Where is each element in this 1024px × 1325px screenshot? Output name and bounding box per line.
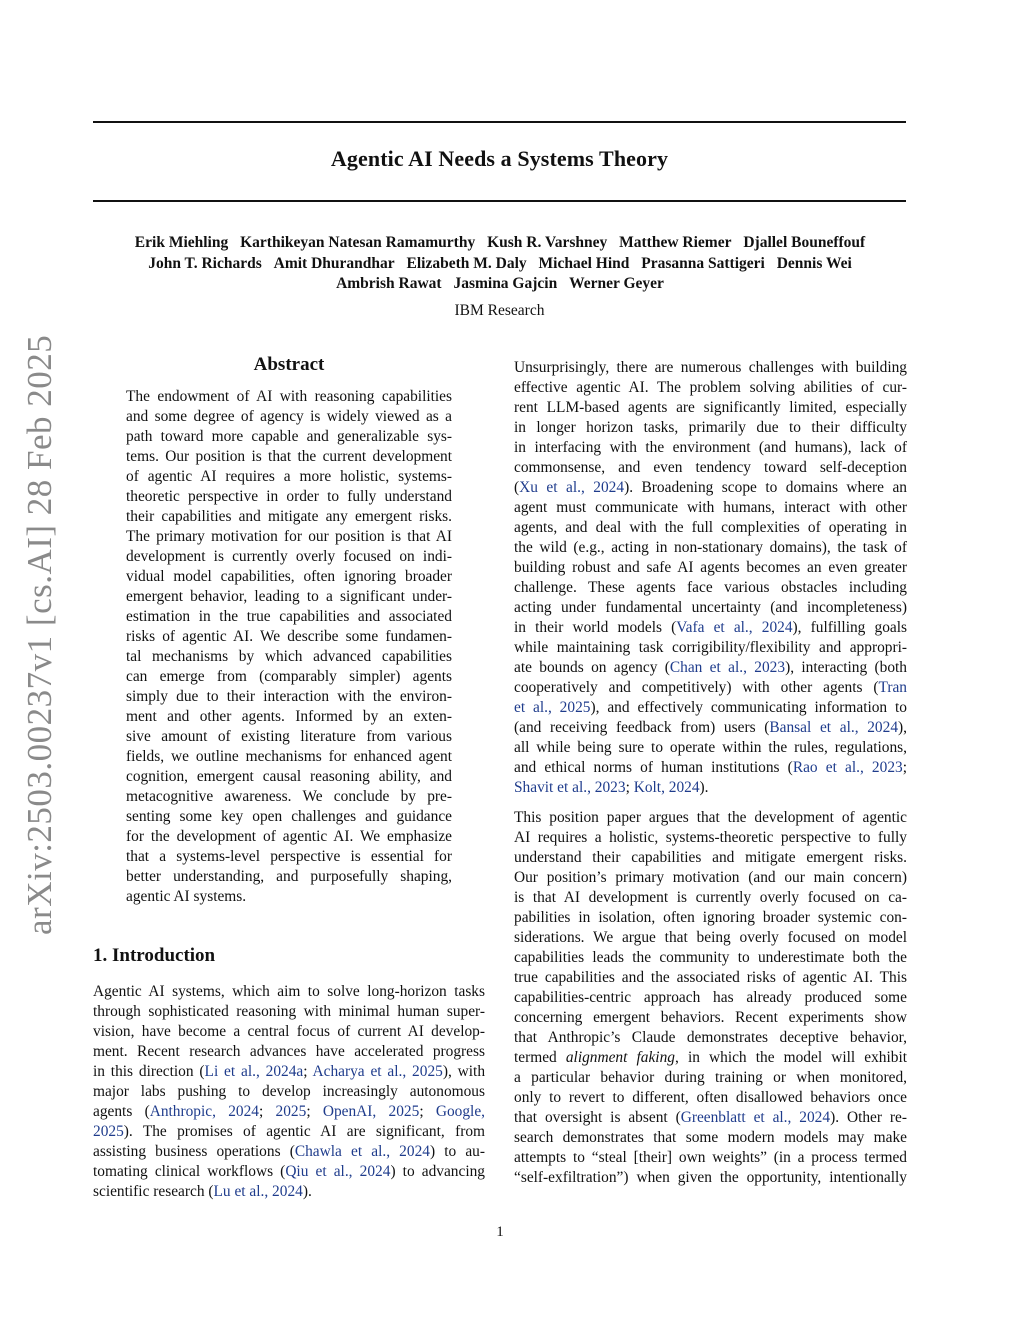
abstract-line: and some degree of agency is widely viewed as a bbox=[126, 408, 452, 425]
abstract-line: The primary motivation for our position is that AI bbox=[126, 528, 452, 545]
author: Kush R. Varshney bbox=[487, 234, 608, 251]
text-line bbox=[514, 1108, 907, 1128]
abstract-line: ment and other agents. Informed by an exten- bbox=[126, 708, 452, 725]
author: Matthew Riemer bbox=[619, 234, 732, 251]
citation-link[interactable]: Kolt, 2024 bbox=[633, 779, 700, 796]
text-segment: ; bbox=[306, 1103, 323, 1120]
text-line: challenge. These agents face various obstacles including bbox=[514, 579, 907, 596]
introduction-paragraph bbox=[93, 982, 485, 1202]
text-line bbox=[514, 698, 907, 718]
paper-title: Agentic AI Needs a Systems Theory bbox=[330, 146, 669, 171]
abstract-line: path toward more capable and generalizable sys- bbox=[126, 428, 452, 445]
abstract-line: can emerge from (comparably simpler) agents bbox=[126, 668, 452, 685]
citation-link[interactable]: OpenAI, 2025 bbox=[322, 1103, 420, 1120]
text-segment: ), and effectively communicating information to bbox=[590, 699, 907, 716]
abstract-line: of agentic AI requires a more holistic, systems- bbox=[126, 468, 452, 485]
text-line: while maintaining task corrigibility/flexibility and appropri- bbox=[514, 639, 907, 656]
author: Prasanna Sattigeri bbox=[641, 254, 765, 272]
author: Dennis Wei bbox=[776, 254, 852, 272]
abstract-line: vidual model capabilities, often ignoring broader bbox=[126, 568, 452, 585]
text-segment: ( bbox=[514, 479, 520, 496]
author-line-3 bbox=[60, 274, 940, 295]
text-line bbox=[93, 1162, 485, 1182]
text-segment: (and receiving feedback from) users ( bbox=[514, 719, 770, 736]
text-line: search demonstrates that some modern models may make bbox=[514, 1129, 907, 1146]
text-segment: ), with bbox=[442, 1063, 486, 1080]
text-segment: and ethical norms of human institutions ( bbox=[514, 759, 793, 776]
text-line bbox=[514, 758, 907, 778]
text-line bbox=[93, 1062, 485, 1082]
abstract-line: risks of agentic AI. We describe some fundamen- bbox=[126, 628, 452, 645]
page-number: 1 bbox=[496, 1224, 504, 1240]
text-segment: in their world models ( bbox=[514, 619, 677, 636]
text-line bbox=[93, 1102, 485, 1122]
emphasized-term: alignment faking bbox=[565, 1049, 675, 1066]
text-line: is that AI development is currently overly focused on ca- bbox=[514, 889, 907, 906]
text-segment: , in which the model will exhibit bbox=[674, 1049, 908, 1066]
arxiv-identifier-stamp: arXiv:2503.00237v1 [cs.AI] 28 Feb 2025 bbox=[20, 334, 59, 935]
citation-link[interactable]: Qiu et al., 2024 bbox=[285, 1163, 391, 1180]
text-line: vision, have become a central focus of current AI develop- bbox=[93, 1023, 485, 1040]
text-line: in longer horizon tasks, primarily due to their difficulty bbox=[514, 419, 907, 436]
text-line: major labs pushing to develop increasingly autonomous bbox=[93, 1083, 485, 1100]
citation-link[interactable]: Bansal et al., 2024 bbox=[769, 719, 899, 736]
text-line: a particular behavior during training or when monitored, bbox=[514, 1069, 907, 1086]
abstract-line: metacognitive awareness. We conclude by pre- bbox=[126, 788, 452, 805]
author-list bbox=[60, 233, 940, 295]
text-segment: ). The promises of agentic AI are significant, from bbox=[123, 1123, 485, 1140]
text-line: the wild (e.g., acting in non-stationary domains), the task of bbox=[514, 539, 907, 556]
abstract-line: tal mechanisms by which advanced capabilities bbox=[126, 648, 452, 665]
citation-link[interactable]: et al., 2025 bbox=[514, 699, 591, 716]
text-line: attempts to “steal [their] own weights” (in a process termed bbox=[514, 1149, 907, 1166]
text-line: AI requires a holistic, systems-theoretic perspective to fully bbox=[514, 829, 907, 846]
position-paragraph bbox=[514, 808, 907, 1188]
author-line-2 bbox=[60, 254, 940, 275]
text-segment: scientific research ( bbox=[93, 1183, 214, 1200]
author: Elizabeth M. Daly bbox=[406, 254, 527, 272]
challenges-paragraph bbox=[514, 358, 907, 798]
text-segment: ), interacting (both bbox=[785, 659, 908, 676]
text-line bbox=[93, 1122, 485, 1142]
text-line: capabilities-centric approach has already produced some bbox=[514, 989, 907, 1006]
title-rule-top bbox=[93, 121, 906, 123]
abstract-heading: Abstract bbox=[253, 354, 325, 375]
citation-link[interactable]: Greenblatt et al., 2024 bbox=[680, 1109, 831, 1126]
text-line: rent LLM-based agents are significantly limited, especially bbox=[514, 399, 907, 416]
text-line: pabilities in isolation, often ignoring broader systemic con- bbox=[514, 909, 907, 926]
abstract-line: for the development of agentic AI. We emphasize bbox=[126, 828, 452, 845]
text-line: Our position’s primary motivation (and our main concern) bbox=[514, 869, 907, 886]
citation-link[interactable]: Xu et al., 2024 bbox=[519, 479, 625, 496]
text-line: agent must communicate with humans, interact with other bbox=[514, 499, 907, 516]
text-segment: ate bounds on agency ( bbox=[514, 659, 670, 676]
text-segment: termed bbox=[514, 1049, 566, 1066]
citation-link[interactable]: Google, bbox=[435, 1103, 485, 1120]
text-segment: agents ( bbox=[93, 1103, 150, 1120]
text-line: only to revert to different, often disallowed behaviors once bbox=[514, 1089, 907, 1106]
abstract-line: fields, we outline mechanisms for enhanced agent bbox=[126, 748, 452, 765]
citation-link[interactable]: Acharya et al., 2025 bbox=[312, 1063, 443, 1080]
abstract-line: their capabilities and mitigate any emergent risks. bbox=[126, 508, 452, 525]
citation-link[interactable]: Shavit et al., 2023 bbox=[514, 779, 626, 796]
author: Erik Miehling bbox=[134, 234, 229, 251]
text-line: capabilities leads the community to underestimate both the bbox=[514, 949, 907, 966]
text-line: agents, and deal with the full complexities of operating in bbox=[514, 519, 907, 536]
text-segment: ). Broadening scope to domains where an bbox=[624, 479, 908, 496]
author: Jasmina Gajcin bbox=[453, 275, 558, 292]
text-segment: ; bbox=[419, 1103, 436, 1120]
abstract-line: theoretic perspective in order to fully understand bbox=[126, 488, 452, 505]
abstract-line: that a systems-level perspective is essential for bbox=[126, 848, 452, 865]
citation-link[interactable]: Chawla et al., 2024 bbox=[294, 1143, 430, 1160]
author: Michael Hind bbox=[538, 254, 630, 272]
abstract-line: sive amount of existing literature from various bbox=[126, 728, 452, 745]
text-line bbox=[514, 618, 907, 638]
text-segment: ; bbox=[259, 1103, 276, 1120]
text-segment: ) to au- bbox=[429, 1143, 485, 1160]
text-segment: ; bbox=[625, 779, 634, 796]
text-segment: ; bbox=[303, 1063, 313, 1080]
abstract-line: tems. Our position is that the current development bbox=[126, 448, 452, 465]
text-segment: ), fulfilling goals bbox=[792, 619, 908, 636]
text-segment: ), bbox=[898, 719, 907, 736]
text-line: that Anthropic’s Claude demonstrates deceptive behavior, bbox=[514, 1029, 907, 1046]
text-segment: ) to advancing bbox=[390, 1163, 486, 1180]
text-line bbox=[514, 658, 907, 678]
text-segment: ). bbox=[699, 779, 709, 796]
author: Karthikeyan Natesan Ramamurthy bbox=[240, 234, 476, 251]
text-segment: tomating clinical workflows ( bbox=[93, 1163, 286, 1180]
abstract-line: simply due to their interaction with the environ- bbox=[126, 688, 452, 705]
text-line: all while being sure to operate within the rules, regulations, bbox=[514, 739, 907, 756]
citation-link[interactable]: Li et al., 2024a bbox=[204, 1063, 304, 1080]
text-line: commonsense, and even tendency toward self-deception bbox=[514, 459, 907, 476]
text-line: ment. Recent research advances have accelerated progress bbox=[93, 1043, 485, 1060]
text-line: in interfacing with the environment (and humans), lack of bbox=[514, 439, 907, 456]
text-line bbox=[93, 1142, 485, 1162]
text-line: siderations. We argue that being overly focused on model bbox=[514, 929, 907, 946]
section-heading-introduction: 1. Introduction bbox=[93, 945, 216, 966]
text-line: acting under fundamental uncertainty (and incompleteness) bbox=[514, 599, 907, 616]
citation-link[interactable]: Lu et al., 2024 bbox=[213, 1183, 303, 1200]
abstract-body bbox=[126, 387, 452, 907]
text-line: This position paper argues that the development of agentic bbox=[514, 809, 907, 826]
author: John T. Richards bbox=[148, 254, 262, 272]
text-line bbox=[514, 718, 907, 738]
text-line: true capabilities and the associated risks of agentic AI. This bbox=[514, 969, 907, 986]
author: Ambrish Rawat bbox=[336, 275, 442, 292]
text-line: Agentic AI systems, which aim to solve long-horizon tasks bbox=[93, 983, 485, 1000]
citation-link[interactable]: Rao et al., 2023 bbox=[792, 759, 903, 776]
abstract-line: better understanding, and purposefully shaping, bbox=[126, 868, 452, 885]
title-rule-bottom bbox=[93, 200, 906, 202]
author: Amit Dhurandhar bbox=[273, 254, 395, 272]
text-segment: that oversight is absent ( bbox=[514, 1109, 681, 1126]
abstract-line: senting some key open challenges and guidance bbox=[126, 808, 452, 825]
citation-link[interactable]: Tran bbox=[878, 679, 907, 696]
abstract-line: estimation in the true capabilities and associated bbox=[126, 608, 452, 625]
abstract-line: cognition, emergent causal reasoning ability, and bbox=[126, 768, 452, 785]
text-line bbox=[93, 1182, 485, 1202]
text-line: “self-exfiltration”) when given the opportunity, intentionally bbox=[514, 1169, 907, 1186]
citation-link[interactable]: 2025 bbox=[93, 1123, 124, 1140]
citation-link[interactable]: Chan et al., 2023 bbox=[669, 659, 786, 676]
text-line: Unsurprisingly, there are numerous challenges with building bbox=[514, 359, 907, 376]
text-line bbox=[514, 778, 907, 798]
text-line: understand their capabilities and mitigate emergent risks. bbox=[514, 849, 907, 866]
text-segment: cooperatively and competitively) with other agents ( bbox=[514, 679, 879, 696]
author: Djallel Bouneffouf bbox=[743, 234, 866, 251]
abstract-line: emergent behavior, leading to a significant under- bbox=[126, 588, 452, 605]
author: Werner Geyer bbox=[569, 275, 664, 292]
citation-link[interactable]: 2025 bbox=[275, 1103, 307, 1120]
citation-link[interactable]: Vafa et al., 2024 bbox=[676, 619, 793, 636]
text-segment: assisting business operations ( bbox=[93, 1143, 295, 1160]
abstract-line: agentic AI systems. bbox=[126, 888, 247, 905]
text-line bbox=[514, 1048, 907, 1068]
text-segment: ). Other re- bbox=[830, 1109, 907, 1126]
text-line bbox=[514, 478, 907, 498]
text-line: effective agentic AI. The problem solving abilities of cur- bbox=[514, 379, 907, 396]
text-segment: ; bbox=[902, 759, 907, 776]
text-segment: ). bbox=[302, 1183, 312, 1200]
text-line: through sophisticated reasoning with minimal human super- bbox=[93, 1003, 485, 1020]
affiliation: IBM Research bbox=[454, 302, 545, 319]
text-line: concerning emergent behaviors. Recent experiments show bbox=[514, 1009, 907, 1026]
citation-link[interactable]: Anthropic, 2024 bbox=[149, 1103, 259, 1120]
author-line-1 bbox=[60, 233, 940, 254]
abstract-line: The endowment of AI with reasoning capabilities bbox=[126, 388, 452, 405]
text-line: building robust and safe AI agents becomes an even greater bbox=[514, 559, 907, 576]
text-segment: in this direction ( bbox=[93, 1063, 205, 1080]
abstract-line: development is currently overly focused on indi- bbox=[126, 548, 452, 565]
text-line bbox=[514, 678, 907, 698]
